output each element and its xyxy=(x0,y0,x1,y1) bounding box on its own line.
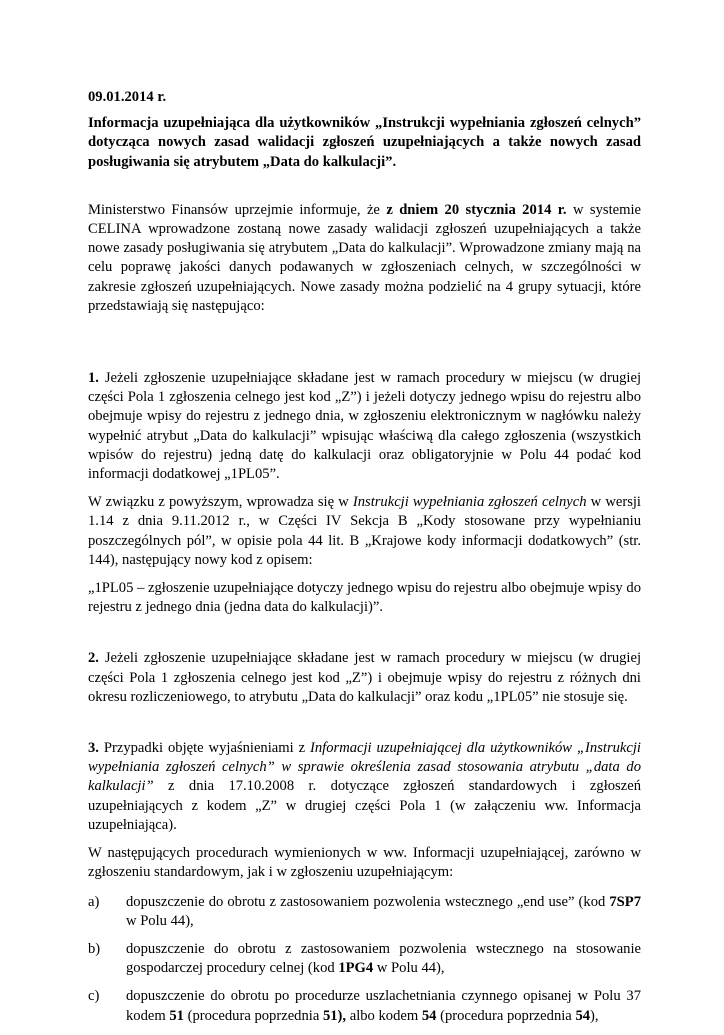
section-1-p2-text-b: w wersji 1.14 z dnia 9.11.2012 r., w Części IV Sekcja B „Kody stosowane przy wypełnianiu poszczególnych pól”, w opisie pola 44 lit. B „Krajowe kody informacji dodatkowych” (str. 144), następujący nowy kod z opisem: xyxy=(88,494,641,568)
list-item-text: w Polu 44), xyxy=(373,960,445,977)
section-3-italic: Informacji uzupełniającej dla użytkowników „Instrukcji wypełniania zgłoszeń celnych” w sprawie określenia zasad stosowania atrybutu „data do kalkulacji” xyxy=(88,740,641,795)
section-2-paragraph xyxy=(88,649,641,707)
section-1-paragraph-2 xyxy=(88,493,641,570)
list-item-code: 54 xyxy=(421,1007,437,1024)
list-item-code: 51 xyxy=(169,1007,184,1024)
list-item-code: 54 xyxy=(575,1007,591,1024)
section-2-text: Jeżeli zgłoszenie uzupełniające składane jest w ramach procedury w miejscu (w drugiej części Pola 1 zgłoszenia celnego jest kod „Z”) i obejmuje wpisy do rejestru z różnych dni okresu rozliczeniowego, to atrybutu „Data do kalkulacji” oraz kodu „1PL05” nie stosuje się. xyxy=(88,650,641,705)
section-1-paragraph xyxy=(88,369,641,484)
list-item-code: 51), xyxy=(322,1007,347,1024)
intro-text-a: Ministerstwo Finansów uprzejmie informuje, że xyxy=(88,201,387,218)
intro-paragraph xyxy=(88,201,641,316)
list-item xyxy=(88,893,641,931)
section-3-text-a: Przypadki objęte wyjaśnieniami z xyxy=(98,740,310,757)
section-3-text-b: z dnia 17.10.2008 r. dotyczące zgłoszeń standardowych i zgłoszeń uzupełniających z kodem „Z” w drugiej części Pola 1 (w załączeniu ww. Informacja uzupełniająca). xyxy=(88,778,641,833)
list-item-code: 7SP7 xyxy=(609,893,641,910)
list-marker: b) xyxy=(88,940,101,957)
document-title: Informacja uzupełniająca dla użytkowników „Instrukcji wypełniania zgłoszeń celnych” dotycząca nowych zasad walidacji zgłoszeń uzupełniających a także nowych zasad posługiwania się atrybutem „Data do kalkulacji”. xyxy=(88,115,641,170)
list-item-text: (procedura poprzednia xyxy=(436,1007,576,1024)
list-marker: c) xyxy=(88,988,100,1005)
list-item xyxy=(88,940,641,978)
list-item xyxy=(88,987,641,1025)
section-1-text: Jeżeli zgłoszenie uzupełniające składane jest w ramach procedury w miejscu (w drugiej części Pola 1 zgłoszenia celnego jest kod „Z”) i jeżeli dotyczy jednego wpisu do rejestru albo obejmuje wpisy do rejestru z jednego dnia, w zgłoszeniu elektronicznym w nagłówku należy wypełnić atrybut „Data do kalkulacji” wpisując właściwą dla całego zgłoszenia (wszystkich wpisów do rejestru) jedną datę do kalkulacji oraz obligatoryjnie w Polu 44 podać kod informacji dodatkowej „1PL05”. xyxy=(88,370,641,483)
list-item-text: dopuszczenie do obrotu z zastosowaniem pozwolenia wstecznego na stosowanie gospodarczej procedury celnej (kod xyxy=(126,940,641,977)
list-item-code: 1PG4 xyxy=(338,960,374,977)
section-1-code-definition: „1PL05 – zgłoszenie uzupełniające dotyczy jednego wpisu do rejestru albo obejmuje wpisy do rejestru z jednego dnia (jedna data do kalkulacji)”. xyxy=(88,580,641,616)
list-item-text: dopuszczenie do obrotu z zastosowaniem pozwolenia wstecznego „end use” (kod xyxy=(126,893,610,910)
section-3-number: 3. xyxy=(88,740,99,757)
list-item-text: albo kodem xyxy=(346,1007,422,1024)
intro-date-bold: z dniem 20 stycznia 2014 r. xyxy=(386,201,567,218)
section-1-p2-italic: Instrukcji wypełniania zgłoszeń celnych xyxy=(352,494,587,511)
section-1-p2-text-a: W związku z powyższym, wprowadza się w xyxy=(88,494,353,511)
intro-text-c: w systemie CELINA wprowadzone zostaną nowe zasady walidacji zgłoszeń uzupełniających a także nowe zasady posługiwania się atrybutem „Data do kalkulacji”. Wprowadzone zmiany mają na celu poprawę jakości danych podawanych w zgłoszeniach celnych, w szczególności w zakresie zgłoszeń uzupełniających. Nowe zasady można podzielić na 4 grupy sytuacji, które przedstawiają się następująco: xyxy=(88,201,641,314)
section-2-number: 2. xyxy=(88,650,99,667)
list-item-text: w Polu 44), xyxy=(126,912,194,929)
list-item-text: dopuszczenie do obrotu po procedurze uszlachetniania czynnego opisanej w Polu 37 kodem xyxy=(126,988,641,1024)
section-3-paragraph-2: W następujących procedurach wymienionych w ww. Informacji uzupełniającej, zarówno w zgłoszeniu standardowym, jak i w zgłoszeniu uzupełniającym: xyxy=(88,845,641,881)
section-3-paragraph xyxy=(88,739,641,835)
list-marker: a) xyxy=(88,893,100,910)
section-1-number: 1. xyxy=(88,370,99,387)
document-page xyxy=(88,88,641,1035)
list-item-text: ), xyxy=(590,1007,599,1024)
document-date: 09.01.2014 r. xyxy=(88,89,167,105)
list-item-text: (procedura poprzednia xyxy=(183,1007,323,1024)
procedure-list xyxy=(88,893,641,1026)
